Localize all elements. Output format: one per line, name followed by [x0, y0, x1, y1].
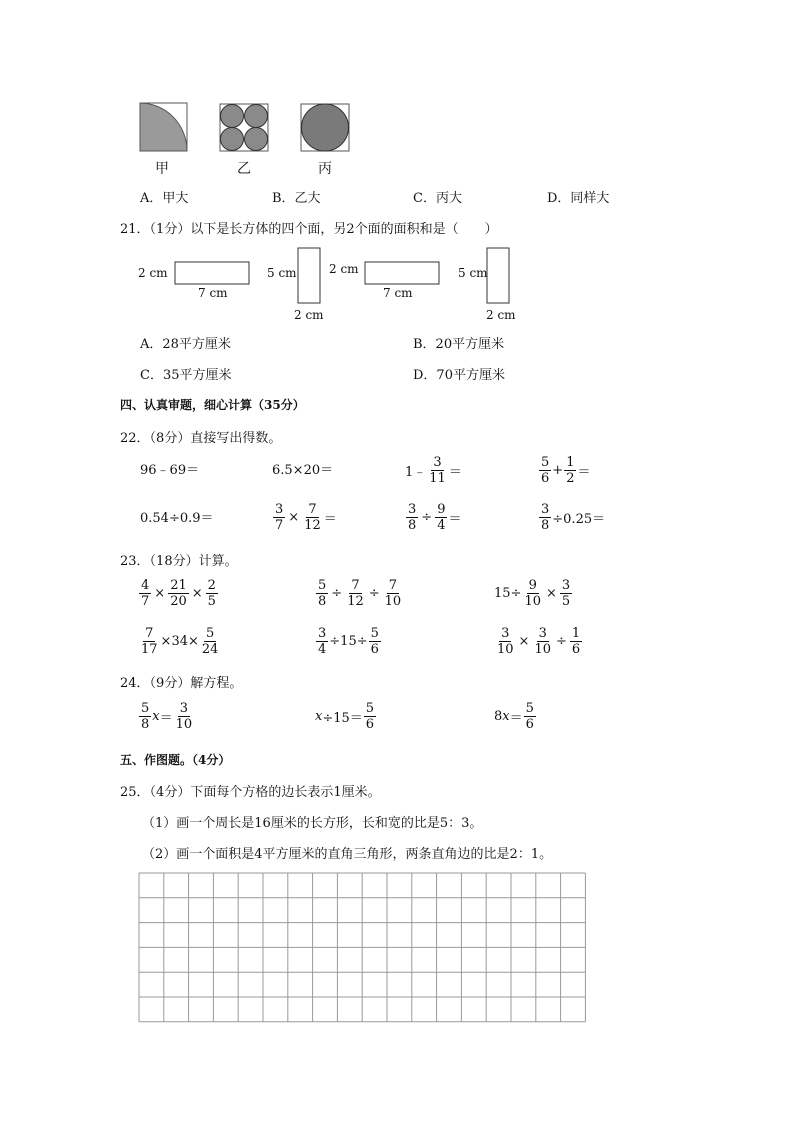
- section5-title: 五、作图题。（4分）: [120, 753, 231, 767]
- q20-option-d[interactable]: D．同样大: [547, 191, 610, 206]
- shape-yi: [220, 104, 268, 151]
- shape-bing: [301, 104, 349, 151]
- q23-stem: 23．（18分）计算。: [120, 554, 238, 569]
- q20-option-a[interactable]: A．甲大: [140, 191, 189, 206]
- face3-width-label: 7 cm: [383, 286, 413, 300]
- face1-width-label: 7 cm: [198, 286, 228, 300]
- q24-equation-1: $\frac{5}{8}$ x ＝ $\frac{3}{10}$: [141, 701, 193, 732]
- face4-width-label: 2 cm: [486, 308, 516, 322]
- q23-expr-2: $\frac{5}{8}$ ÷ $\frac{7}{12}$ ÷ $\frac{7}{10}$: [318, 578, 402, 609]
- q22-expr-5: 0.54÷0.9＝: [140, 511, 214, 526]
- q21-option-d[interactable]: D．70平方厘米: [413, 368, 505, 383]
- face3-height-label: 2 cm: [329, 262, 359, 276]
- q25-stem: 25．（4分）下面每个方格的边长表示1厘米。: [120, 785, 381, 800]
- face1-height-label: 2 cm: [138, 266, 168, 280]
- q23-expr-4: $\frac{7}{17}$ ×34× $\frac{5}{24}$: [141, 626, 219, 657]
- q24-stem: 24．（9分）解方程。: [120, 676, 243, 691]
- q22-expr-2: 6.5×20＝: [272, 463, 334, 478]
- q22-expr-6: $\frac{3}{7}$ × $\frac{7}{12}$ ＝: [275, 502, 337, 533]
- q21-option-c[interactable]: C．35平方厘米: [140, 368, 232, 383]
- q22-stem: 22．（8分）直接写出得数。: [120, 431, 282, 446]
- face-rect-3: [365, 262, 439, 284]
- face2-height-label: 5 cm: [267, 266, 297, 280]
- q24-equation-3: 8 x ＝ $\frac{5}{6}$: [494, 701, 534, 732]
- q21-option-b[interactable]: B．20平方厘米: [413, 337, 505, 352]
- q21-stem: 21．（1分）以下是长方体的四个面，另2个面的面积和是（ ）: [120, 222, 498, 237]
- q23-expr-6: $\frac{3}{10}$ × $\frac{3}{10}$ ÷ $\frac{1}{6}$: [497, 626, 581, 657]
- face-rect-2: [298, 248, 320, 303]
- shape-label-jia: 甲: [155, 161, 169, 177]
- q22-expr-3: 1﹣ $\frac{3}{11}$ ＝: [405, 455, 462, 486]
- q23-expr-5: $\frac{3}{4}$ ÷15÷ $\frac{5}{6}$: [318, 626, 379, 657]
- q25-sub-1: （1）画一个周长是16厘米的长方形，长和宽的比是5：3。: [142, 816, 483, 831]
- q22-expr-8: $\frac{3}{8}$ ÷0.25＝: [541, 502, 606, 533]
- q22-expr-4: $\frac{5}{6}$ + $\frac{1}{2}$ ＝: [541, 455, 591, 486]
- q24-equation-2: x ÷15＝ $\frac{5}{6}$: [315, 701, 375, 732]
- q22-expr-7: $\frac{3}{8}$ ÷ $\frac{9}{4}$ ＝: [408, 502, 462, 533]
- shape-jia: [140, 103, 187, 151]
- shape-label-bing: 丙: [318, 161, 332, 177]
- q22-expr-1: 96﹣69＝: [140, 463, 200, 478]
- q21-option-a[interactable]: A．28平方厘米: [140, 337, 231, 352]
- face4-height-label: 5 cm: [458, 266, 488, 280]
- drawing-grid[interactable]: [138, 872, 590, 1024]
- face2-width-label: 2 cm: [294, 308, 324, 322]
- q23-expr-1: $\frac{4}{7}$ × $\frac{21}{20}$ × $\frac{2}{5}$: [141, 578, 216, 609]
- q21-faces: [135, 240, 525, 330]
- q20-option-b[interactable]: B．乙大: [272, 191, 321, 206]
- shape-label-yi: 乙: [237, 161, 251, 177]
- q20-option-c[interactable]: C．丙大: [413, 191, 462, 206]
- section4-title: 四、认真审题，细心计算（35分）: [120, 398, 305, 412]
- face-rect-1: [175, 262, 249, 284]
- face-rect-4: [487, 248, 509, 303]
- q23-expr-3: 15÷ $\frac{9}{10}$ × $\frac{3}{5}$: [494, 578, 571, 609]
- q25-sub-2: （2）画一个面积是4平方厘米的直角三角形，两条直角边的比是2：1。: [142, 847, 553, 862]
